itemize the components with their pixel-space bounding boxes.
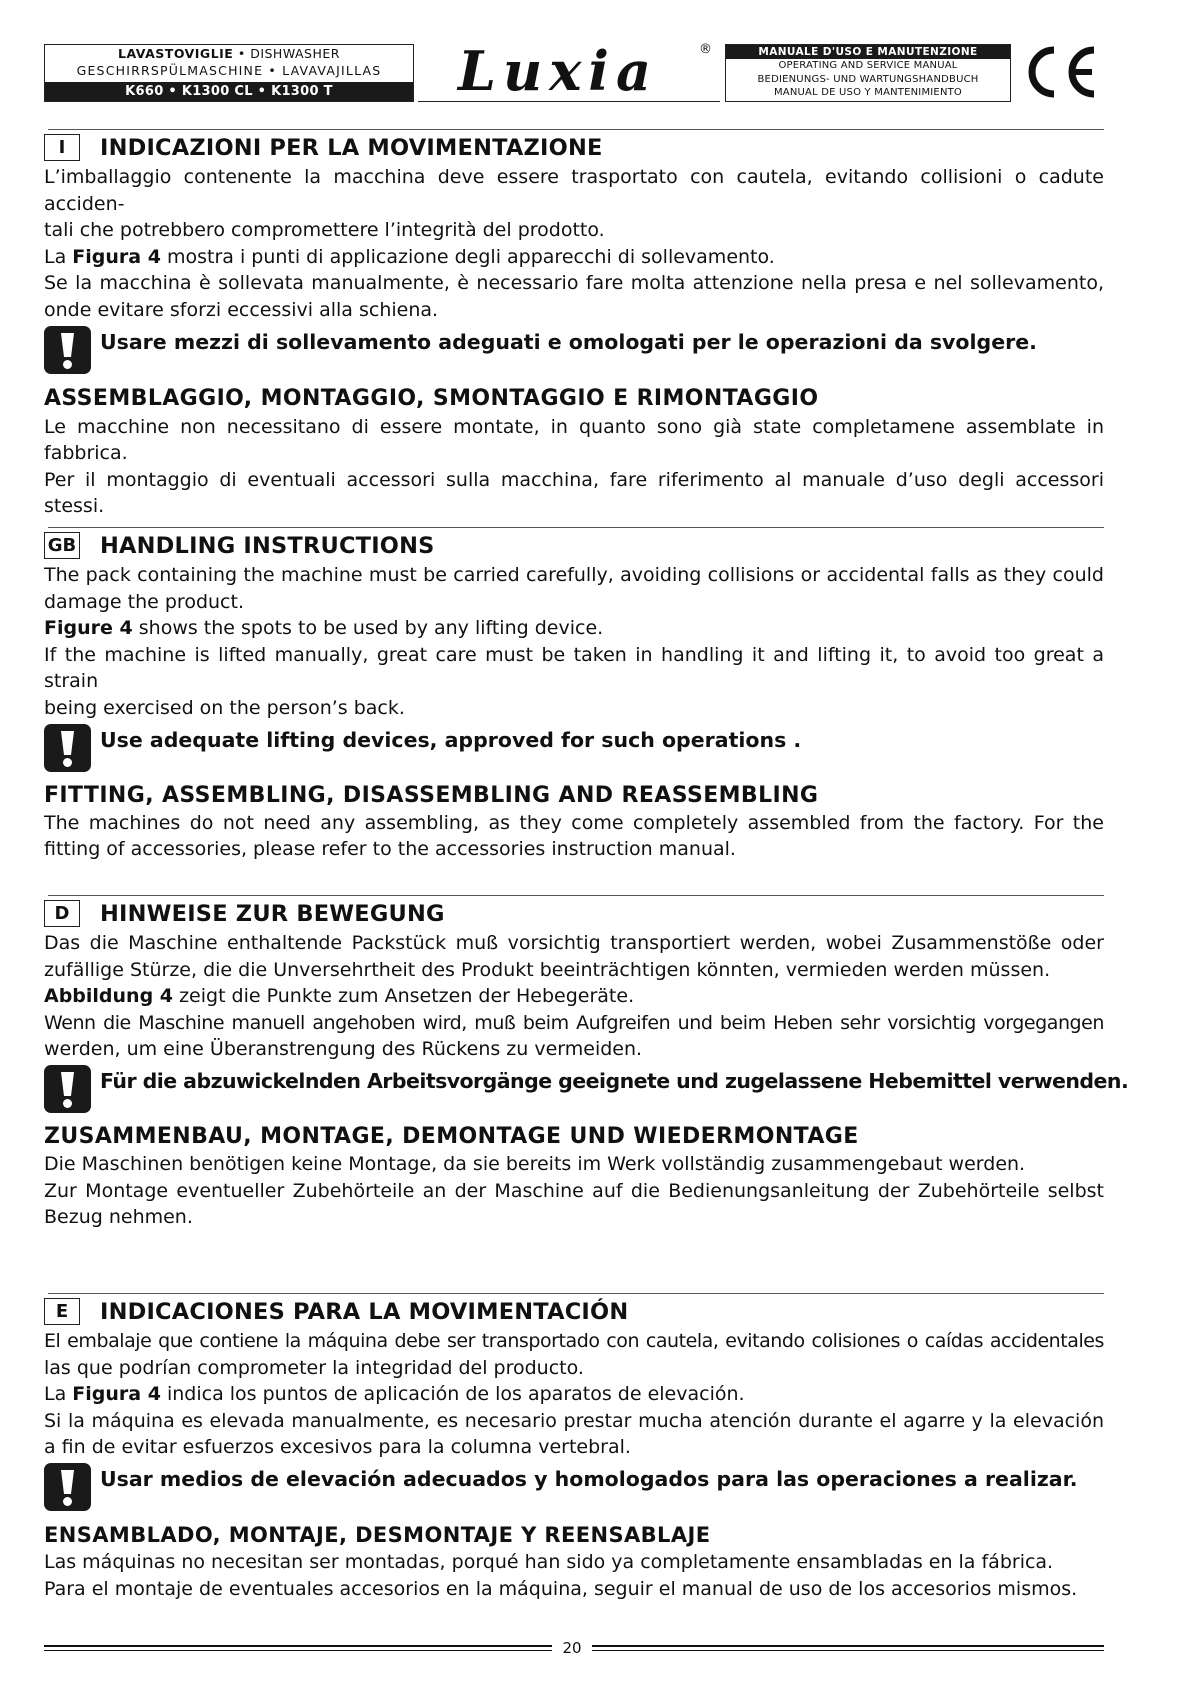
- lang-badge-d: D: [44, 900, 80, 927]
- brand-logo-box: [418, 40, 720, 102]
- footer-rule: [44, 1645, 552, 1651]
- paragraph: damage the product.: [44, 590, 244, 613]
- section-title-gb: HANDLING INSTRUCTIONS: [100, 533, 435, 559]
- paragraph: La Figura 4 indica los puntos de aplicación de los aparatos de elevación.: [44, 1383, 745, 1406]
- paragraph: Das die Maschine enthaltende Packstück muß vorsichtig transportiert werden, wobei Zusammenstöße oder: [44, 932, 1104, 954]
- header-models: K660 • K1300 CL • K1300 T: [45, 82, 413, 101]
- paragraph: Se la macchina è sollevata manualmente, è necessario fare molta attenzione nella presa e nel sollevamento,: [44, 272, 1104, 295]
- warning-note: [44, 1463, 1104, 1515]
- section-italian: [44, 130, 1104, 520]
- paragraph: Zur Montage eventueller Zubehörteile an der Maschine auf die Bedienungsanleitung der Zubehörteile selbst: [44, 1179, 1104, 1202]
- paragraph: Las máquinas no necesitan ser montadas, porqué han sido ya completamente ensambladas en la fábrica.: [44, 1550, 1054, 1573]
- paragraph: La Figura 4 mostra i punti di applicazione degli apparecchi di sollevamento.: [44, 245, 775, 268]
- paragraph: Si la máquina es elevada manualmente, es necesario prestar mucha atención durante el agarre y la elevación: [44, 1409, 1104, 1432]
- warning-text: Usare mezzi di sollevamento adeguati e omologati per le operazioni da svolgere.: [100, 329, 1037, 354]
- header-product-line2: GESCHIRRSPÜLMASCHINE • LAVAVAJILLAS: [76, 63, 382, 78]
- lang-badge-gb: GB: [44, 532, 80, 559]
- exclamation-warning-icon: [44, 1463, 91, 1511]
- warning-note: [44, 326, 1104, 378]
- paragraph: Wenn die Maschine manuell angehoben wird, muß beim Aufgreifen und beim Heben sehr vorsichtig vorgegangen: [44, 1011, 1104, 1034]
- paragraph: onde evitare sforzi eccessivi alla schiena.: [44, 298, 439, 321]
- page-number: 20: [562, 1639, 582, 1657]
- paragraph: L’imballaggio contenente la macchina deve essere trasportato con cautela, evitando collisioni o cadute acciden-: [44, 166, 1104, 215]
- subsection-title: ASSEMBLAGGIO, MONTAGGIO, SMONTAGGIO E RIMONTAGGIO: [44, 385, 819, 411]
- paragraph: Le macchine non necessitano di essere montate, in quanto sono già state completamene assemblate in: [44, 415, 1104, 438]
- paragraph: being exercised on the person’s back.: [44, 696, 405, 719]
- paragraph: The pack containing the machine must be carried carefully, avoiding collisions or accidental falls as they could: [44, 564, 1104, 586]
- paragraph: las que podrían comprometer la integridad del producto.: [44, 1356, 584, 1379]
- manual-title-en: OPERATING AND SERVICE MANUAL: [778, 60, 958, 71]
- exclamation-warning-icon: [44, 1065, 91, 1113]
- paragraph: The machines do not need any assembling, as they come completely assembled from the factory. For the: [44, 811, 1104, 834]
- footer-rule: [592, 1645, 1104, 1651]
- header-manual-box: [725, 44, 1011, 102]
- section-english: [44, 528, 1104, 863]
- paragraph: a fin de evitar esfuerzos excesivos para la columna vertebral.: [44, 1436, 631, 1459]
- subsection-title: ZUSAMMENBAU, MONTAGE, DEMONTAGE UND WIEDERMONTAGE: [44, 1123, 859, 1149]
- paragraph: Per il montaggio di eventuali accessori sulla macchina, fare riferimento al manuale d’uso degli accessori stessi.: [44, 468, 1104, 518]
- paragraph: Bezug nehmen.: [44, 1206, 193, 1229]
- brand-logo: Luxia: [458, 39, 658, 103]
- page-footer: [44, 1638, 1104, 1658]
- warning-text: Für die abzuwickelnden Arbeitsvorgänge geeignete und zugelassene Hebemittel verwenden.: [100, 1068, 1129, 1093]
- section-title-e: INDICACIONES PARA LA MOVIMENTACIÓN: [100, 1299, 629, 1325]
- section-spanish: [44, 1294, 1104, 1602]
- manual-title-es: MANUAL DE USO Y MANTENIMIENTO: [773, 87, 963, 98]
- lang-badge-e: E: [44, 1298, 80, 1325]
- section-german: [44, 896, 1129, 1231]
- exclamation-warning-icon: [44, 326, 91, 374]
- paragraph: If the machine is lifted manually, great care must be taken in handling it and lifting it, to avoid too great a strain: [44, 643, 1104, 693]
- warning-note: [44, 1065, 1129, 1117]
- manual-title-de: BEDIENUNGS- UND WARTUNGSHANDBUCH: [757, 73, 979, 85]
- warning-text: Usar medios de elevación adecuados y homologados para las operaciones a realizar.: [100, 1466, 1078, 1491]
- section-title-it: INDICAZIONI PER LA MOVIMENTAZIONE: [100, 135, 603, 161]
- paragraph: Abbildung 4 zeigt die Punkte zum Ansetzen der Hebegeräte.: [44, 985, 635, 1008]
- warning-text: Use adequate lifting devices, approved for such operations .: [100, 727, 802, 752]
- paragraph: fabbrica.: [44, 442, 128, 465]
- paragraph: Figure 4 shows the spots to be used by any lifting device.: [44, 617, 604, 640]
- exclamation-warning-icon: [44, 724, 91, 772]
- paragraph: tali che potrebbero compromettere l’integrità del prodotto.: [44, 219, 605, 242]
- lang-badge-it: I: [44, 134, 80, 161]
- paragraph: Die Maschinen benötigen keine Montage, da sie bereits im Werk vollständig zusammengebaut werden.: [44, 1152, 1026, 1175]
- paragraph: werden, um eine Überanstrengung des Rückens zu vermeiden.: [44, 1038, 643, 1061]
- manual-title-it: MANUALE D'USO E MANUTENZIONE: [726, 45, 1010, 59]
- paragraph: fitting of accessories, please refer to the accessories instruction manual.: [44, 838, 736, 861]
- ce-mark-icon: [1020, 40, 1100, 104]
- subsection-title: ENSAMBLADO, MONTAJE, DESMONTAJE Y REENSABLAJE: [44, 1522, 711, 1547]
- header-product-line1: LAVASTOVIGLIE • DISHWASHER: [118, 46, 340, 61]
- paragraph: Para el montaje de eventuales accesorios en la máquina, seguir el manual de uso de los accesorios mismos.: [44, 1577, 1078, 1600]
- registered-mark: ®: [699, 42, 712, 57]
- subsection-title: FITTING, ASSEMBLING, DISASSEMBLING AND REASSEMBLING: [44, 782, 819, 808]
- header-product-box: [44, 44, 414, 102]
- paragraph: zufällige Stürze, die die Unversehrtheit des Produkt beeinträchtigen könnten, vermieden werden müssen.: [44, 958, 1051, 981]
- warning-note: [44, 724, 1104, 776]
- section-title-d: HINWEISE ZUR BEWEGUNG: [100, 901, 445, 927]
- paragraph: El embalaje que contiene la máquina debe ser transportado con cautela, evitando colisiones o caídas accidentales: [44, 1330, 1104, 1352]
